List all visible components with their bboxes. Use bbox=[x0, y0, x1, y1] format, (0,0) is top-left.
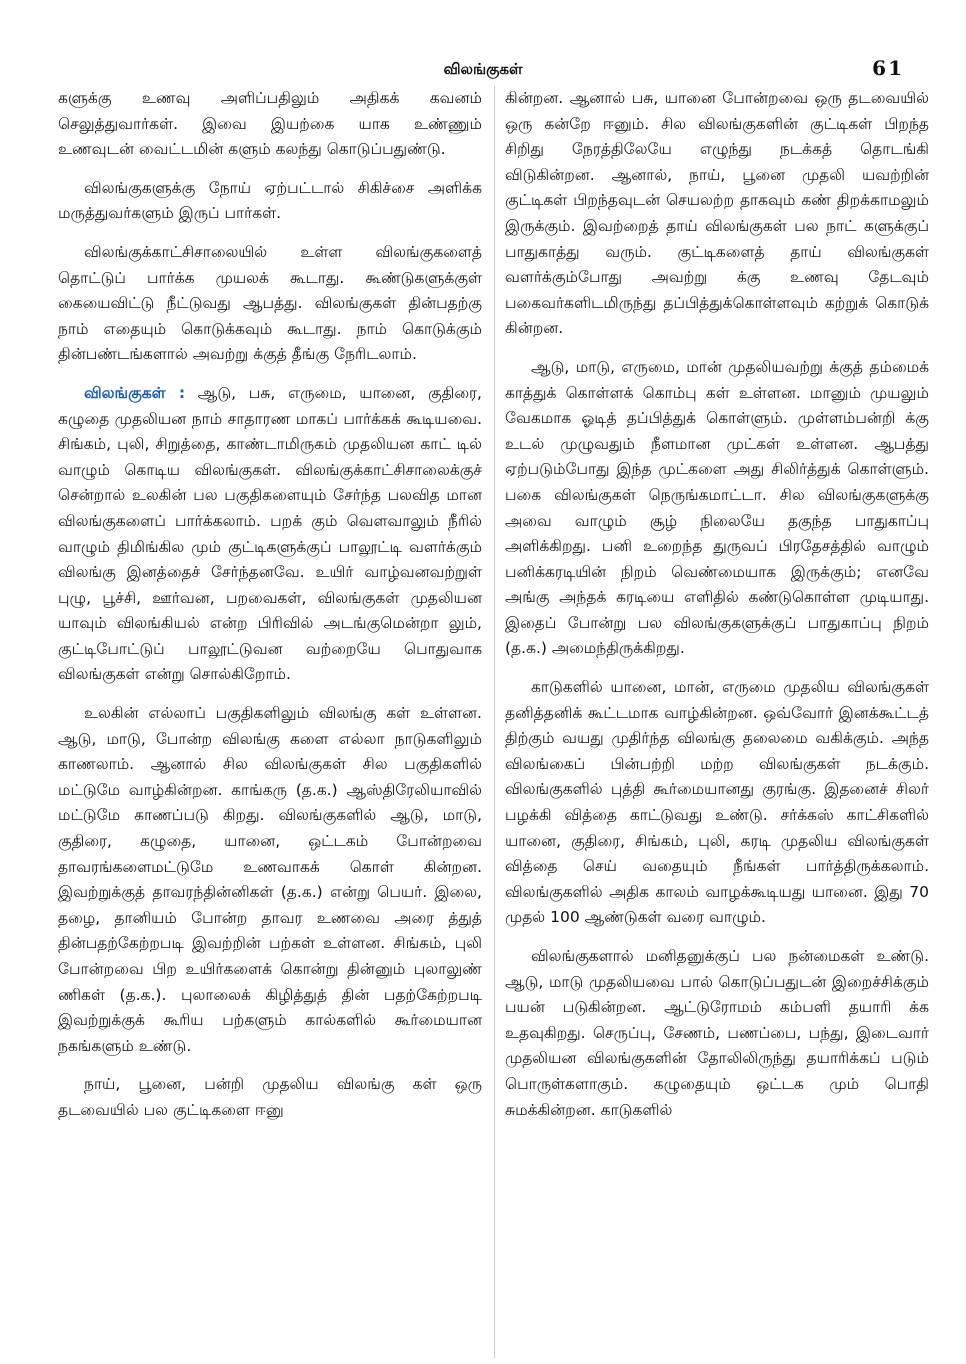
paragraph: களுக்கு உணவு அளிப்பதிலும் அதிகக் கவனம் செலுத்துவார்கள். இவை இயற்கை யாக உண்ணும் உணவுடன் வைட்டமின் களும் கலந்து கொடுப்பதுண்டு. bbox=[58, 89, 482, 159]
paragraph: கின்றன. ஆனால் பசு, யானை போன்றவை ஒரு தடவையில் ஒரு கன்றே ஈனும். சில விலங்குகளின் குட்டிகள் பிறந்த சிறிது நேரத்திலேயே எழுந்து நடக்கத் தொடங்கி விடுகின்றன. ஆனால், நாய், பூனை முதலி யவற்றின் குட்டிகள் பிறந்தவுடன் செயலற்ற தாகவும் கண் திறக்காமலும் இருக்கும். இவற்றைத் தாய் விலங்குகள் பல நாட் களுக்குப் பாதுகாத்து வரும். குட்டிகளைத் தாய் விலங்குகள் வளர்க்கும்போது அவற்று க்கு உணவு தேடவும் பகைவர்களிடமிருந்து தப்பித்துக்கொள்ளவும் கற்றுக் கொடுக் கின்றன. bbox=[505, 89, 929, 338]
running-title: விலங்குகள் bbox=[443, 60, 523, 78]
section-lead-term: விலங்குகள் : bbox=[84, 383, 186, 402]
paragraph: விலங்குகளுக்கு நோய் ஏற்பட்டால் சிகிச்சை அளிக்க மருத்துவர்களும் இருப் பார்கள். bbox=[58, 178, 482, 223]
paragraph-section-animals bbox=[58, 381, 482, 688]
paragraph: உலகின் எல்லாப் பகுதிகளிலும் விலங்கு கள் உள்ளன. ஆடு, மாடு, போன்ற விலங்கு களை எல்லா நாடுகளிலும் காணலாம். ஆனால் சில விலங்குகள் சில பகுதிகளில் மட்டுமே வாழ்கின்றன. காங்கரு (த.க.) ஆஸ்திரேலியாவில் மட்டுமே காணப்படு கிறது. விலங்குகளில் ஆடு, மாடு, குதிரை, கழுதை, யானை, ஒட்டகம் போன்றவை தாவரங்களைமட்டுமே உணவாகக் கொள் கின்றன. இவற்றுக்குத் தாவரந்தின்னிகள் (த.க.) என்று பெயர். இலை, தழை, தானியம் போன்ற தாவர உணவை அரை த்துத் தின்பதற்கேற்றபடி இவற்றின் பற்கள் உள்ளன. சிங்கம், புலி போன்றவை பிற உயிர்களைக் கொன்று தின்னும் புலாலுண் ணிகள் (த.க.). புலாலைக் கிழித்துத் தின் பதற்கேற்றபடி இவற்றுக்குக் கூரிய பற்களும் கால்களில் கூர்மையான நகங்களும் உண்டு. bbox=[58, 704, 482, 1055]
paragraph: நாய், பூனை, பன்றி முதலிய விலங்கு கள் ஒரு தடவையில் பல குட்டிகளை ஈனு bbox=[58, 1075, 482, 1119]
page-number: 61 bbox=[872, 56, 904, 80]
paragraph: காடுகளில் யானை, மான், எருமை முதலிய விலங்குகள் தனித்தனிக் கூட்டமாக வாழ்கின்றன. ஒவ்வோர் இனக்கூட்டத் திற்கும் வயது முதிர்ந்த விலங்கு தலைமை வகிக்கும். அந்த விலங்கைப் பின்பற்றி மற்ற விலங்குகள் நடக்கும். விலங்குகளில் புத்தி கூர்மையானது குரங்கு. இதனைச் சிலர் பழக்கி வித்தை காட்டுவது உண்டு. சர்க்கஸ் காட்சிகளில் யானை, குதிரை, சிங்கம், புலி, கரடி முதலிய விலங்குகள் வித்தை செய் வதையும் நீங்கள் பார்த்திருக்கலாம். விலங்குகளில் அதிக காலம் வாழக்கூடியது யானை. இது 70 முதல் 100 ஆண்டுகள் வரை வாழும். bbox=[505, 678, 929, 927]
right-column bbox=[505, 86, 929, 1136]
paragraph: விலங்குக்காட்சிசாலையில் உள்ள விலங்குகளைத் தொட்டுப் பார்க்க முயலக் கூடாது. கூண்டுகளுக்குள் கையைவிட்டு நீட்டுவது ஆபத்து. விலங்குகள் தின்பதற்கு நாம் எதையும் கொடுக்கவும் கூடாது. நாம் கொடுக்கும் தின்பண்டங்களால் அவற்று க்குத் தீங்கு நேரிடலாம். bbox=[58, 242, 482, 364]
section-body: ஆடு, பசு, எருமை, யானை, குதிரை, கழுதை முதலியன நாம் சாதாரண மாகப் பார்க்கக் கூடியவை. சிங்கம், புலி, சிறுத்தை, காண்டாமிருகம் முதலியன காட் டில் வாழும் கொடிய விலங்குகள். விலங்குக்காட்சிசாலைக்குச் சென்றால் உலகின் பல பகுதிகளையும் சேர்ந்த பலவித மான விலங்குகளைப் பார்க்கலாம். பறக் கும் வௌவாலும் நீரில் வாழும் திமிங்கில மும் குட்டிகளுக்குப் பாலூட்டி வளர்க்கும் விலங்கு இனத்தைச் சேர்ந்தனவே. உயிர் வாழ்வனவற்றுள் புழு, பூச்சி, ஊர்வன, பறவைகள், விலங்குகள் முதலியன யாவும் விலங்கியல் என்ற பிரிவில் அடங்குமென்றா லும், குட்டிபோட்டுப் பாலூட்டுவன வற்றையே பொதுவாக விலங்குகள் என்று சொல்கிறோம். bbox=[58, 383, 482, 684]
left-column bbox=[58, 86, 482, 1137]
column-divider bbox=[494, 86, 495, 1358]
running-header bbox=[60, 58, 906, 82]
text-columns bbox=[58, 86, 929, 1356]
paragraph: ஆடு, மாடு, எருமை, மான் முதலியவற்று க்குத் தம்மைக் காத்துக் கொள்ளக் கொம்பு கள் உள்ளன. மானும் முயலும் வேகமாக ஓடித் தப்பித்துக் கொள்ளும். முள்ளம்பன்றி க்கு உடல் முழுவதும் நீளமான முட்கள் உள்ளன. ஆபத்து ஏற்படும்போது இந்த முட்களை அது சிலிர்த்துக் கொள்ளும். பகை விலங்குகள் நெருங்கமாட்டா. சில விலங்குகளுக்கு அவை வாழும் சூழ் நிலையே தகுந்த பாதுகாப்பு அளிக்கிறது. பனி உறைந்த துருவப் பிரதேசத்தில் வாழும் பனிக்கரடியின் நிறம் வெண்மையாக இருக்கும்; எனவே அங்கு அந்தக் கரடியை எளிதில் கண்டுகொள்ள முடியாது. இதைப் போன்று பல விலங்குகளுக்குப் பாதுகாப்பு நிறம் (த.க.) அமைந்திருக்கிறது. bbox=[505, 357, 929, 658]
paragraph: விலங்குகளால் மனிதனுக்குப் பல நன்மைகள் உண்டு. ஆடு, மாடு முதலியவை பால் கொடுப்பதுடன் இறைச்சிக்கும் பயன் படுகின்றன. ஆட்டுரோமம் கம்பளி தயாரி க்க உதவுகிறது. செருப்பு, சேணம், பணப்பை, பந்து, இடைவார் முதலியன விலங்குகளின் தோலிலிருந்து தயாரிக்கப் படும் பொருள்களாகும். கழுதையும் ஒட்டக மும் பொதி சுமக்கின்றன. காடுகளில் bbox=[505, 947, 929, 1119]
